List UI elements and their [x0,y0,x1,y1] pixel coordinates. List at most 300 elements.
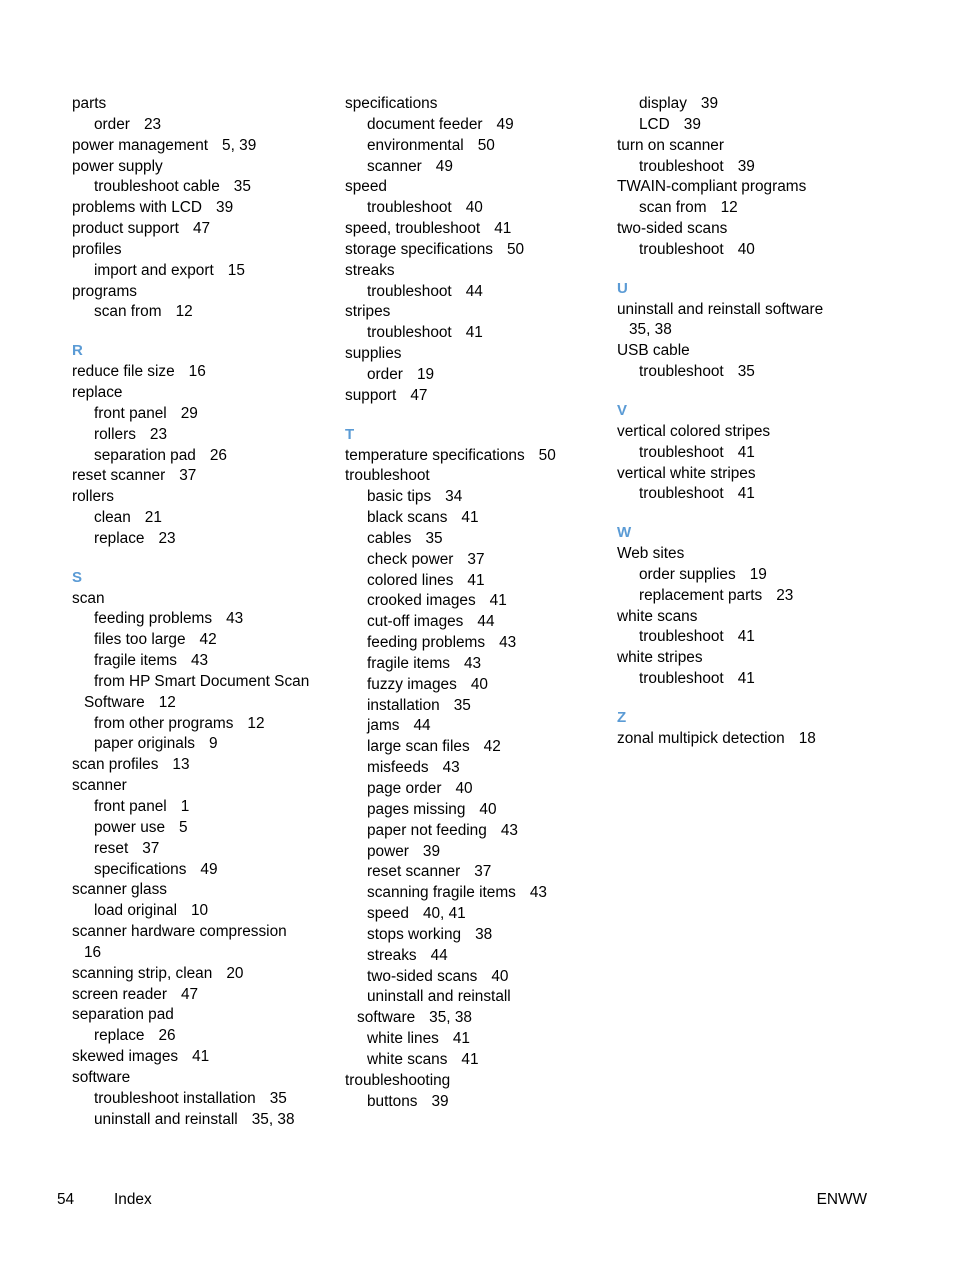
index-term: troubleshoot [367,282,452,300]
index-subentry [72,1089,334,1110]
index-term: white scans [367,1050,448,1068]
index-subentry [617,115,879,136]
index-page-ref: 47 [192,220,211,238]
index-page-ref: 40 [491,967,509,985]
index-page-ref: 40 [737,240,755,258]
index-page-ref: 50 [507,240,525,258]
index-page-ref: 18 [798,729,816,747]
index-subentry [72,630,334,651]
index-letter-heading: Z [617,708,627,726]
index-page-ref: 16 [188,363,206,381]
index-term: problems with LCD [72,199,203,217]
index-subentry [345,1092,607,1113]
index-subentry [72,901,334,922]
index-entry [617,136,879,157]
index-subentry [72,609,334,630]
index-page-ref: 26 [158,1027,176,1045]
index-page-ref: 35 [453,696,471,714]
index-term: large scan files [367,738,470,756]
index-subentry [345,136,607,157]
index-page-ref: 44 [477,613,495,631]
index-subentry [345,675,607,696]
index-subentry [617,362,879,383]
index-page-ref: 39 [422,842,441,860]
index-term: fragile items [367,654,450,672]
index-page-ref: 16 [84,943,102,961]
index-page-ref: 23 [143,115,162,133]
index-page-ref: 5, 39 [222,136,257,154]
index-term: scan profiles [72,756,159,774]
index-letter-heading: U [617,279,628,297]
index-page-ref: 41 [461,1050,479,1068]
index-entry [72,282,334,303]
index-subentry [72,115,334,136]
index-term: specifications [345,95,438,112]
index-page-ref: 35 [233,178,251,196]
index-page-ref: 50 [477,136,495,154]
index-page-ref: 49 [496,115,514,133]
index-page-ref: 21 [144,509,162,527]
index-term: troubleshoot [367,199,452,217]
index-entry [345,446,607,467]
index-term: uninstall and reinstall software [617,300,824,318]
index-term: reset scanner [72,467,166,485]
index-letter-heading: W [617,524,632,542]
index-page-ref: 41 [737,670,755,688]
index-term: streaks [345,261,395,279]
index-subentry [72,508,334,529]
index-subentry [345,821,607,842]
index-term: display [639,95,687,112]
index-entry-continuation [617,320,879,341]
index-term: scanner glass [72,881,167,899]
index-term: cables [367,529,412,547]
index-term: streaks [367,946,417,964]
index-page-ref: 43 [190,652,209,670]
index-term: profiles [72,240,122,258]
index-page-ref: 40 [455,780,473,797]
index-term: speed, troubleshoot [345,220,481,238]
index-page-ref: 15 [227,261,245,279]
index-subentry [617,198,879,219]
index-entry [345,1071,607,1092]
index-entry [72,240,334,261]
index-subentry [72,529,334,550]
index-term: troubleshooting [345,1071,451,1089]
index-page-ref: 47 [180,985,199,1003]
index-term: uninstall and reinstall [94,1110,238,1128]
index-term: fragile items [94,652,177,670]
index-subentry [345,800,607,821]
index-page-ref: 39 [216,199,234,217]
index-subentry [72,302,334,323]
index-term: stops working [367,925,462,943]
index-entry [72,1005,334,1026]
index-term: supplies [345,345,402,363]
index-term: scan from [639,199,707,217]
index-term: jams [367,717,400,735]
index-page-ref: 29 [180,404,198,422]
index-term: programs [72,282,138,300]
index-term: environmental [367,136,464,154]
index-page-ref: 41 [461,509,479,527]
index-term: scan [72,589,105,607]
index-entry [345,386,607,407]
index-page-ref: 41 [737,485,755,503]
index-subentry [345,1029,607,1050]
index-term: basic tips [367,488,432,506]
index-term: TWAIN-compliant programs [617,178,807,196]
index-term: product support [72,220,179,238]
index-page-ref: 37 [474,863,492,881]
index-entry [72,589,334,610]
index-term: vertical white stripes [617,464,756,482]
index-entry-continuation [72,943,334,964]
index-entry [617,422,879,443]
index-term: two-sided scans [617,220,728,238]
index-term: parts [72,95,107,112]
index-page-ref: 44 [465,282,483,300]
index-page-ref: 43 [529,884,547,902]
index-subentry [617,484,879,505]
index-page-ref: 41 [737,443,755,461]
index-subentry [345,282,607,303]
index-subentry [72,734,334,755]
index-page-ref: 12 [247,714,265,732]
index-page-ref: 20 [226,964,244,982]
index-subentry [345,654,607,675]
index-page-ref: 39 [431,1092,449,1110]
index-term: scanning strip, clean [72,964,213,982]
index-page-ref: 37 [179,467,197,485]
index-term: reset [94,839,129,857]
index-subentry [345,1050,607,1071]
index-page-ref: 43 [463,654,482,672]
index-entry [345,344,607,365]
index-entry [72,964,334,985]
index-subentry [345,550,607,571]
index-subentry [72,1110,334,1131]
index-page-ref: 39 [700,95,719,112]
index-entry [345,466,607,487]
index-subentry [345,157,607,178]
index-entry [617,341,879,362]
index-page-ref: 1 [180,798,190,815]
index-term: troubleshoot [639,443,724,461]
index-term: from HP Smart Document Scan [94,672,310,690]
index-entry [72,487,334,508]
index-subentry [345,987,607,1008]
index-entry [617,177,879,198]
index-subentry [345,842,607,863]
index-subentry [345,571,607,592]
index-term: rollers [72,488,114,506]
index-page-ref: 12 [158,693,176,711]
index-term: turn on scanner [617,136,724,154]
index-term: stripes [345,303,391,321]
index-entry [345,302,607,323]
index-entry-continuation [72,693,334,714]
index-subentry [345,883,607,904]
footer-page-number: 54 [57,1191,75,1208]
index-page-ref: 49 [200,860,218,878]
index-page-ref: 26 [209,446,227,464]
index-term: check power [367,550,454,568]
index-page-ref: 12 [175,303,193,321]
index-subentry [345,323,607,344]
index-entry [345,240,607,261]
index-page-ref: 40 [479,800,497,818]
index-term: scanner [72,777,127,795]
index-page-ref: 35, 38 [629,321,672,339]
index-page-ref: 44 [430,946,448,964]
index-subentry [72,1026,334,1047]
index-page-ref: 43 [500,821,518,839]
index-term: temperature specifications [345,446,525,464]
index-column-2 [345,94,607,1113]
index-page-ref: 38 [475,925,493,943]
index-term: replace [94,1027,145,1045]
index-page-ref: 41 [452,1030,470,1048]
index-term: troubleshoot cable [94,178,220,196]
index-subentry [72,425,334,446]
index-term: separation pad [72,1006,174,1024]
index-subentry [345,487,607,508]
index-subentry [72,177,334,198]
index-term: white stripes [617,649,703,667]
index-subentry [72,714,334,735]
index-page-ref: 37 [142,839,160,857]
index-term: screen reader [72,985,167,1003]
index-entry [617,219,879,240]
index-term: buttons [367,1092,418,1110]
index-term: scanner hardware compression [72,923,287,941]
index-entry [72,755,334,776]
index-term: white scans [617,607,698,625]
index-term: troubleshoot [639,363,724,381]
index-entry [72,198,334,219]
index-page-ref: 40 [470,675,488,693]
index-page-ref: 41 [465,324,483,342]
index-page-ref: 35, 38 [429,1009,472,1027]
index-term: replacement parts [639,586,763,604]
index-page-ref: 35 [269,1089,287,1107]
index-page-ref: 39 [737,157,755,175]
index-term: troubleshoot [639,628,724,646]
index-subentry [617,157,879,178]
index-term: replace [94,529,145,547]
index-term: troubleshoot installation [94,1089,256,1107]
index-term: document feeder [367,115,483,133]
index-subentry [72,651,334,672]
index-entry [345,261,607,282]
index-term: troubleshoot [639,240,724,258]
index-term: replace [72,383,123,401]
index-term: reset scanner [367,863,461,881]
index-term: installation [367,696,440,714]
index-subentry [617,94,879,115]
index-letter-heading: V [617,401,628,419]
index-page-ref: 42 [199,631,217,649]
index-term: support [345,386,397,404]
index-term: speed [345,178,387,196]
index-subentry [617,240,879,261]
index-term: clean [94,509,131,527]
index-term: misfeeds [367,759,429,777]
index-term: white lines [367,1030,439,1048]
index-term: import and export [94,261,214,279]
index-subentry [345,696,607,717]
index-term: storage specifications [345,240,493,258]
footer-doc-code: ENWW [816,1191,867,1208]
index-page-ref: 10 [191,902,209,920]
index-subentry [72,404,334,425]
index-term: cut-off images [367,613,464,631]
index-entry [617,607,879,628]
index-term: Software [84,693,145,711]
index-term: rollers [94,425,136,443]
index-entry [345,94,607,115]
index-entry [72,157,334,178]
index-term: Web sites [617,545,685,563]
index-subentry [72,797,334,818]
index-page-ref: 37 [467,550,485,568]
index-subentry [345,633,607,654]
index-term: paper originals [94,735,195,753]
index-term: front panel [94,404,167,422]
index-term: front panel [94,798,167,815]
index-page-ref: 42 [483,738,501,756]
index-term: pages missing [367,800,466,818]
index-term: crooked images [367,592,476,610]
index-term: order [367,365,403,383]
index-term: power management [72,136,209,154]
index-term: LCD [639,115,670,133]
index-subentry [617,627,879,648]
index-page-ref: 13 [172,756,190,774]
index-subentry [345,365,607,386]
index-term: reduce file size [72,363,175,381]
index-term: fuzzy images [367,675,457,693]
index-entry [72,136,334,157]
index-page-ref: 35 [425,529,443,547]
index-term: troubleshoot [639,157,724,175]
index-page-ref: 41 [489,592,507,610]
index-page-ref: 34 [445,488,463,506]
index-page-ref: 23 [776,586,794,604]
index-page-ref: 35 [737,363,755,381]
index-subentry [345,529,607,550]
index-entry [72,1068,334,1089]
index-page-ref: 49 [435,157,453,175]
index-entry [72,1047,334,1068]
index-entry [617,464,879,485]
index-page-ref: 39 [683,115,701,133]
index-term: skewed images [72,1048,179,1066]
index-entry [72,466,334,487]
index-page-ref: 43 [442,759,460,777]
index-subentry [345,758,607,779]
index-subentry [72,860,334,881]
index-subentry [617,443,879,464]
footer-section-title: Index [114,1191,152,1208]
index-subentry [345,779,607,800]
index-entry [72,880,334,901]
index-entry-continuation [345,1008,607,1029]
index-page-ref: 9 [208,735,218,753]
index-term: troubleshoot [345,467,430,485]
index-page-ref: 41 [467,571,485,589]
index-term: paper not feeding [367,821,487,839]
index-subentry [345,508,607,529]
index-term: software [357,1009,416,1027]
index-entry [345,177,607,198]
index-page-ref: 40 [465,199,483,217]
index-term: feeding problems [367,634,486,652]
index-term: page order [367,780,442,797]
index-subentry [345,967,607,988]
index-term: scanner [367,157,422,175]
index-subentry [345,737,607,758]
index-entry [72,922,334,943]
index-page-ref: 23 [149,425,168,443]
index-subentry [617,565,879,586]
index-subentry [617,669,879,690]
index-letter-heading: R [72,342,83,360]
index-entry [72,94,334,115]
index-page-ref: 41 [737,628,755,646]
index-subentry [345,925,607,946]
index-term: specifications [94,860,187,878]
index-entry [617,648,879,669]
index-subentry [72,818,334,839]
index-subentry [345,716,607,737]
index-entry [72,776,334,797]
index-term: uninstall and reinstall [367,988,511,1006]
index-term: vertical colored stripes [617,422,771,440]
index-subentry [345,198,607,219]
index-subentry [345,115,607,136]
index-subentry [72,446,334,467]
index-term: power supply [72,157,163,175]
index-term: black scans [367,509,448,527]
index-entry [72,383,334,404]
index-letter-heading: T [345,425,355,443]
index-subentry [345,862,607,883]
index-page-ref: 5 [179,818,188,836]
index-term: from other programs [94,714,234,732]
index-term: USB cable [617,342,690,360]
index-term: troubleshoot [639,670,724,688]
index-entry [617,544,879,565]
index-term: power [367,842,409,860]
index-entry [617,729,879,750]
index-page-ref: 43 [226,610,244,628]
index-entry [72,362,334,383]
index-entry [72,985,334,1006]
index-page-ref: 12 [720,199,738,217]
index-term: separation pad [94,446,196,464]
index-page-ref: 40, 41 [422,905,466,923]
index-term: speed [367,905,409,923]
index-page-ref: 19 [416,365,435,383]
index-letter-heading: S [72,568,83,586]
index-term: scanning fragile items [367,884,516,902]
index-entry [617,300,879,321]
index-page-ref: 35, 38 [251,1110,295,1128]
index-term: software [72,1068,131,1086]
index-term: load original [94,902,177,920]
